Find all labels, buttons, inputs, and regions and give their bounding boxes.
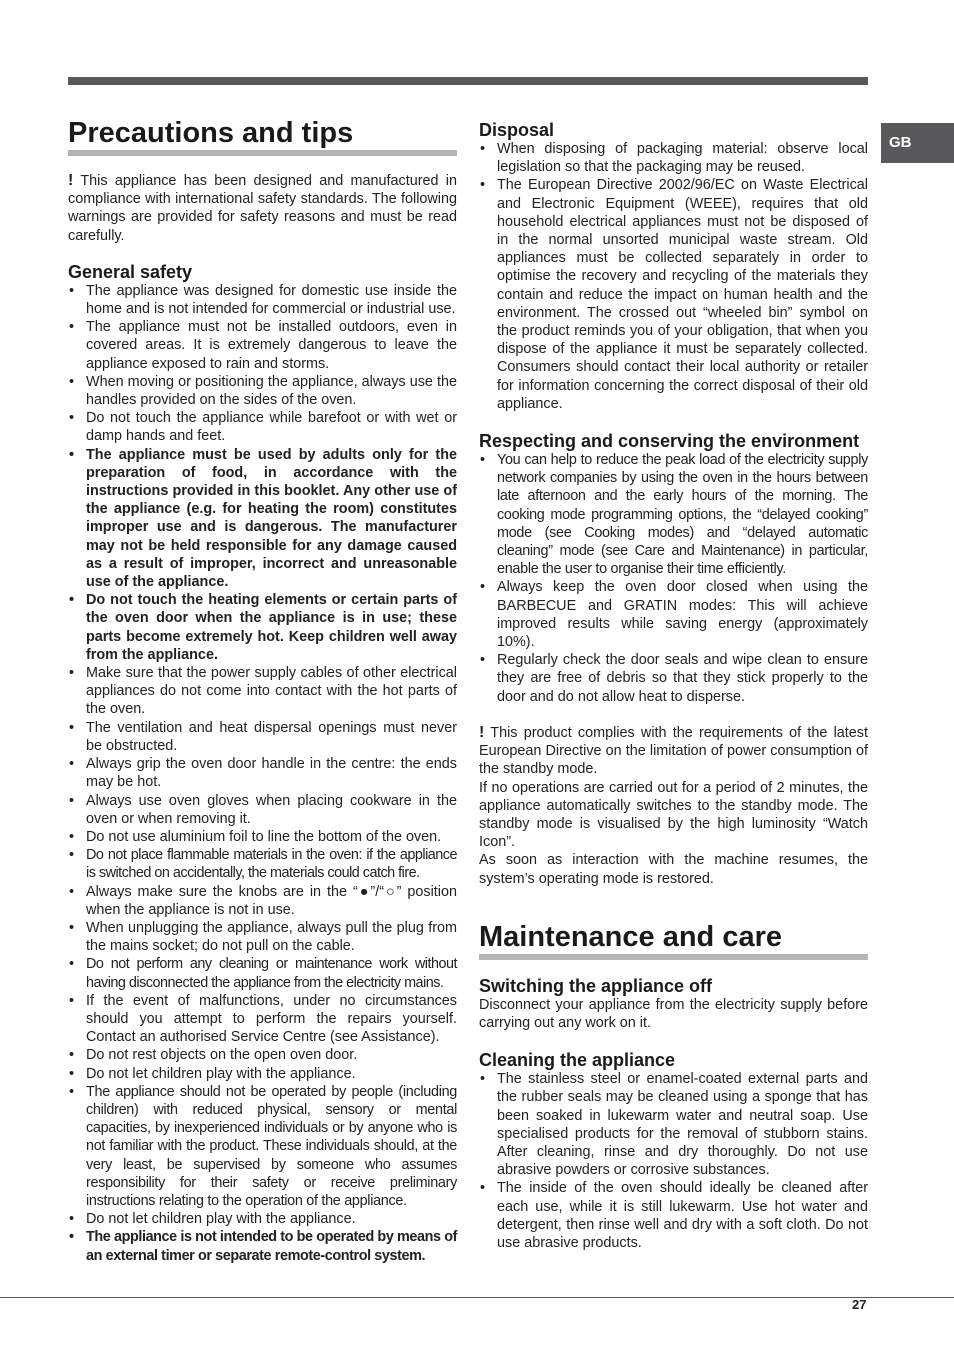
standby-paragraph [479,724,868,779]
list-item: • Always use oven gloves when placing cookware in the oven or when removing it. [68,792,457,828]
cleaning-list [479,1070,868,1252]
list-item: • The ventilation and heat dispersal openings must never be obstructed. [68,719,457,755]
environment-list [479,451,868,706]
list-item: • Do not place flammable materials in the oven: if the appliance is switched on accidentally, the materials could catch fire. [68,846,457,882]
list-item: • The appliance was designed for domestic use inside the home and is not intended for commercial or industrial use. [68,282,457,318]
warning-icon: ! [68,172,74,189]
general-safety-heading: General safety [68,261,193,282]
list-item: • You can help to reduce the peak load of the electricity supply network companies by using the oven in the hours between late afternoon and the early hours of the morning. The cooking mode programming options, the “delayed cooking” mode (see Cooking modes) and “delayed automatic cleaning” mode (see Care and Maintenance) in particular, enable the user to organise their time efficiently. [479,451,868,578]
general-safety-list [68,282,457,1265]
language-tab: GB [881,123,954,163]
list-item: • Do not rest objects on the open oven door. [68,1046,457,1064]
switching-off-heading: Switching the appliance off [479,975,713,996]
footer-rule [0,1297,954,1298]
list-item: • When unplugging the appliance, always pull the plug from the mains socket; do not pull on the cable. [68,919,457,955]
warning-icon: ! [479,723,485,741]
list-item: • Always keep the oven door closed when using the BARBECUE and GRATIN modes: This will achieve improved results while saving energy (approximately 10%). [479,578,868,651]
cleaning-heading: Cleaning the appliance [479,1050,676,1071]
disposal-heading: Disposal [479,120,555,140]
header-bar [68,77,868,85]
standby-text-1: This product complies with the requirements of the latest European Directive on the limitation of power consumption of the standby mode. [479,724,868,778]
list-item: • The stainless steel or enamel-coated external parts and the rubber seals may be cleaned using a sponge that has been soaked in lukewarm water and neutral soap. Use specialised products for the removal of stubborn stains. After cleaning, rinse and dry thoroughly. Do not use abrasive powders or corrosive substances. [479,1070,868,1179]
switching-off-text: Disconnect your appliance from the electricity supply before carrying out any work on it. [479,996,868,1031]
list-item: • The European Directive 2002/96/EC on Waste Electrical and Electronic Equipment (WEEE), requires that old household electrical appliances must not be disposed of in the normal unsorted municipal waste stream. Old appliances must be collected separately in order to optimise the recovery and recycling of the materials they contain and reduce the impact on human health and the environment. The crossed out “wheeled bin” symbol on the product reminds you of your obligation, that when you dispose of the appliance it must be separately collected. Consumers should contact their local authority or retailer for information concerning the correct disposal of their old appliance. [479,176,868,413]
list-item: • Do not perform any cleaning or maintenance work without having disconnected the appliance from the electricity mains. [68,955,457,991]
list-item: • The appliance should not be operated by people (including children) with reduced physical, sensory or mental capacities, by inexperienced individuals or by anyone who is not familiar with the product. These individuals should, at the very least, be supervised by someone who assumes responsibility for their safety or receive preliminary instructions relating to the operation of the appliance. [68,1083,457,1210]
list-item: • Always make sure the knobs are in the “●”/“○” position when the appliance is not in use. [68,883,457,919]
list-item: • Regularly check the door seals and wipe clean to ensure they are free of debris so that they stick properly to the door and do not allow heat to disperse. [479,651,868,706]
list-item: • The appliance is not intended to be operated by means of an external timer or separate remote-control system. [68,1228,457,1264]
maintenance-title: Maintenance and care [479,920,868,960]
list-item: • Do not touch the heating elements or certain parts of the oven door when the appliance is in use; these parts become extremely hot. Keep children well away from the appliance. [68,591,457,664]
list-item: • If the event of malfunctions, under no circumstances should you attempt to perform the repairs yourself. Contact an authorised Service Centre (see Assistance). [68,992,457,1047]
list-item: • The inside of the oven should ideally be cleaned after each use, while it is still lukewarm. Use hot water and detergent, then rinse well and dry with a soft cloth. Do not use abrasive products. [479,1179,868,1252]
standby-text-2: If no operations are carried out for a period of 2 minutes, the appliance automatically switches to the standby mode. The standby mode is visualised by the high luminosity “Watch Icon”. [479,779,868,851]
list-item: • Do not let children play with the appliance. [68,1065,457,1083]
page-number: 27 [852,1297,867,1312]
list-item: • When moving or positioning the appliance, always use the handles provided on the sides of the oven. [68,373,457,409]
left-column [68,116,457,1265]
standby-text-3: As soon as interaction with the machine resumes, the system’s operating mode is restored. [479,852,868,887]
list-item: • Do not let children play with the appliance. [68,1210,457,1228]
disposal-list [479,140,868,413]
right-column [479,120,868,1252]
list-item: • Make sure that the power supply cables of other electrical appliances do not come into contact with the hot parts of the oven. [68,664,457,719]
list-item: • Do not touch the appliance while barefoot or with wet or damp hands and feet. [68,409,457,445]
list-item: • The appliance must be used by adults only for the preparation of food, in accordance with the instructions provided in this booklet. Any other use of the appliance (e.g. for heating the room) constitutes improper use and is dangerous. The manufacturer may not be held responsible for any damage caused as a result of improper, incorrect and unreasonable use of the appliance. [68,446,457,592]
environment-heading: Respecting and conserving the environment [479,431,860,452]
intro-paragraph [68,172,457,245]
page-title: Precautions and tips [68,116,457,156]
list-item: • Do not use aluminium foil to line the bottom of the oven. [68,828,457,846]
intro-text: This appliance has been designed and manufactured in compliance with international safety standards. The following warnings are provided for safety reasons and must be read carefully. [68,173,457,244]
list-item: • When disposing of packaging material: observe local legislation so that the packaging may be reused. [479,140,868,176]
list-item: • The appliance must not be installed outdoors, even in covered areas. It is extremely dangerous to leave the appliance exposed to rain and storms. [68,318,457,373]
list-item: • Always grip the oven door handle in the centre: the ends may be hot. [68,755,457,791]
